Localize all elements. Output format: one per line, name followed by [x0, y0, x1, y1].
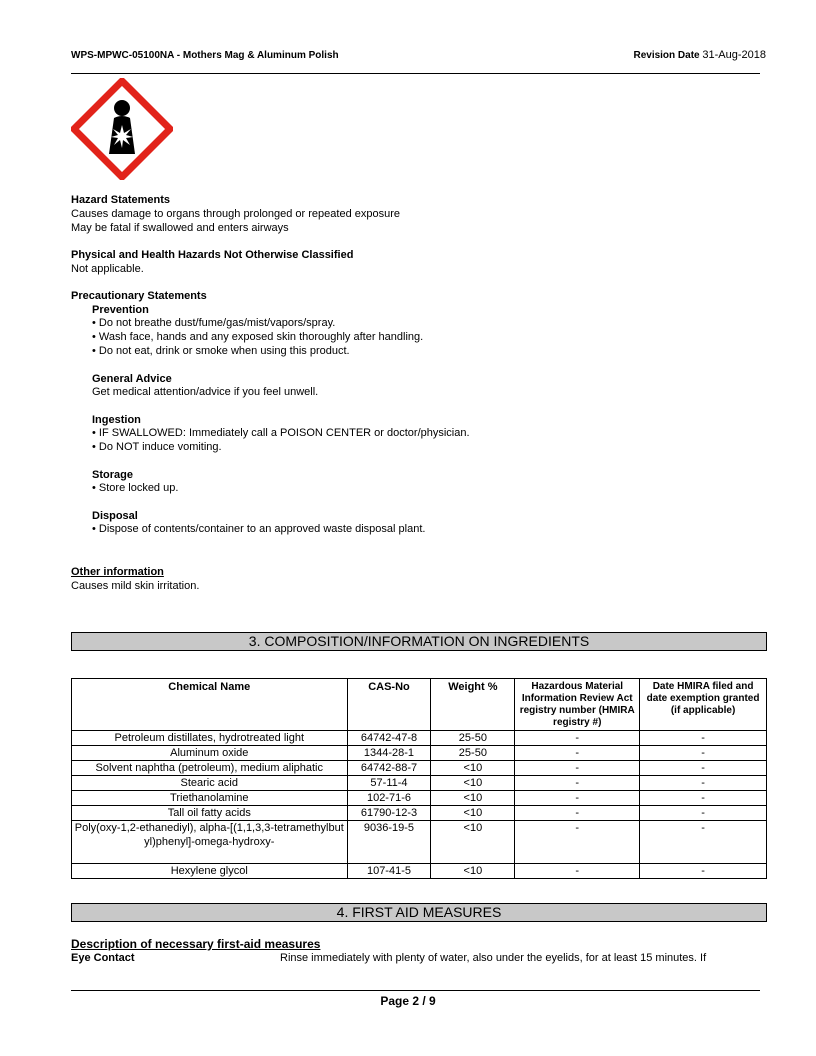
section3-title: 3. COMPOSITION/INFORMATION ON INGREDIENTS: [71, 632, 767, 651]
hazard-statements-heading: Hazard Statements: [71, 194, 171, 206]
revision-date: [633, 49, 766, 61]
table-cell: Triethanolamine: [72, 791, 348, 806]
table-cell: 25-50: [431, 731, 515, 746]
table-cell: 9036-19-5: [347, 821, 431, 864]
disposal-heading: Disposal: [92, 510, 138, 522]
column-header: CAS-No: [347, 679, 431, 731]
table-cell: <10: [431, 761, 515, 776]
table-cell: 64742-88-7: [347, 761, 431, 776]
hazard-statement: May be fatal if swallowed and enters airways: [71, 222, 289, 234]
other-info-heading: Other information: [71, 566, 164, 578]
column-header: Weight %: [431, 679, 515, 731]
ingredients-table: [71, 678, 767, 879]
column-header: Date HMIRA filed and date exemption granted (if applicable): [640, 679, 767, 731]
table-row: [72, 806, 767, 821]
table-cell: Petroleum distillates, hydrotreated light: [72, 731, 348, 746]
table-cell: 1344-28-1: [347, 746, 431, 761]
hazard-statement: Causes damage to organs through prolonged or repeated exposure: [71, 208, 401, 220]
table-cell: -: [640, 791, 767, 806]
storage-heading: Storage: [92, 469, 133, 481]
prevention-line: • Do not breathe dust/fume/gas/mist/vapors/spray.: [92, 317, 336, 329]
section4-title: 4. FIRST AID MEASURES: [71, 903, 767, 922]
table-cell: <10: [431, 791, 515, 806]
table-row: [72, 761, 767, 776]
table-cell: -: [640, 806, 767, 821]
prevention-line: • Wash face, hands and any exposed skin thoroughly after handling.: [92, 331, 424, 343]
table-cell: 107-41-5: [347, 864, 431, 879]
ingestion-line: • IF SWALLOWED: Immediately call a POISON CENTER or doctor/physician.: [92, 427, 470, 439]
table-cell: Aluminum oxide: [72, 746, 348, 761]
table-row: [72, 746, 767, 761]
table-cell: -: [515, 806, 640, 821]
table-cell: -: [515, 791, 640, 806]
table-cell: -: [640, 821, 767, 864]
general-advice-text: Get medical attention/advice if you feel unwell.: [92, 386, 319, 398]
physical-health-heading: Physical and Health Hazards Not Otherwise Classified: [71, 249, 354, 261]
first-aid-subheading: Description of necessary first-aid measures: [71, 937, 321, 951]
table-cell: -: [640, 746, 767, 761]
page-number: Page 2 / 9: [380, 994, 436, 1008]
general-advice-heading: General Advice: [92, 373, 172, 385]
footer-divider: [71, 990, 760, 991]
header-divider: [71, 73, 760, 74]
revision-label: Revision Date: [633, 50, 700, 61]
table-cell: <10: [431, 806, 515, 821]
table-cell: 25-50: [431, 746, 515, 761]
table-cell: 57-11-4: [347, 776, 431, 791]
table-cell: 61790-12-3: [347, 806, 431, 821]
precautionary-heading: Precautionary Statements: [71, 290, 207, 302]
table-cell: -: [515, 761, 640, 776]
table-row: [72, 791, 767, 806]
table-cell: <10: [431, 821, 515, 864]
table-cell: -: [640, 731, 767, 746]
ingestion-heading: Ingestion: [92, 414, 141, 426]
table-cell: 64742-47-8: [347, 731, 431, 746]
table-cell: -: [515, 731, 640, 746]
table-cell: -: [640, 864, 767, 879]
table-row: [72, 821, 767, 864]
table-cell: -: [640, 776, 767, 791]
health-hazard-icon: [71, 78, 173, 180]
prevention-line: • Do not eat, drink or smoke when using this product.: [92, 345, 350, 357]
prevention-heading: Prevention: [92, 304, 149, 316]
eye-contact-label: Eye Contact: [71, 952, 135, 964]
table-cell: Hexylene glycol: [72, 864, 348, 879]
table-row: [72, 776, 767, 791]
table-header-row: [72, 679, 767, 731]
column-header: Chemical Name: [72, 679, 348, 731]
table-cell: -: [515, 776, 640, 791]
table-row: [72, 864, 767, 879]
disposal-text: • Dispose of contents/container to an approved waste disposal plant.: [92, 523, 426, 535]
table-cell: <10: [431, 864, 515, 879]
storage-text: • Store locked up.: [92, 482, 179, 494]
revision-date-value: 31-Aug-2018: [702, 49, 766, 61]
physical-health-text: Not applicable.: [71, 263, 144, 275]
table-cell: 102-71-6: [347, 791, 431, 806]
document-id: WPS-MPWC-05100NA - Mothers Mag & Aluminum Polish: [71, 50, 339, 61]
ingestion-line: • Do NOT induce vomiting.: [92, 441, 222, 453]
table-cell: -: [640, 761, 767, 776]
table-cell: -: [515, 821, 640, 864]
eye-contact-text: Rinse immediately with plenty of water, also under the eyelids, for at least 15 minutes. If: [280, 952, 707, 964]
table-cell: Poly(oxy-1,2-ethanediyl), alpha-[(1,1,3,3-tetramethylbutyl)phenyl]-omega-hydroxy-: [72, 821, 348, 864]
table-cell: Solvent naphtha (petroleum), medium aliphatic: [72, 761, 348, 776]
table-cell: Tall oil fatty acids: [72, 806, 348, 821]
column-header: Hazardous Material Information Review Act registry number (HMIRA registry #): [515, 679, 640, 731]
table-row: [72, 731, 767, 746]
other-info-text: Causes mild skin irritation.: [71, 580, 200, 592]
table-cell: <10: [431, 776, 515, 791]
table-cell: -: [515, 864, 640, 879]
table-cell: Stearic acid: [72, 776, 348, 791]
table-cell: -: [515, 746, 640, 761]
